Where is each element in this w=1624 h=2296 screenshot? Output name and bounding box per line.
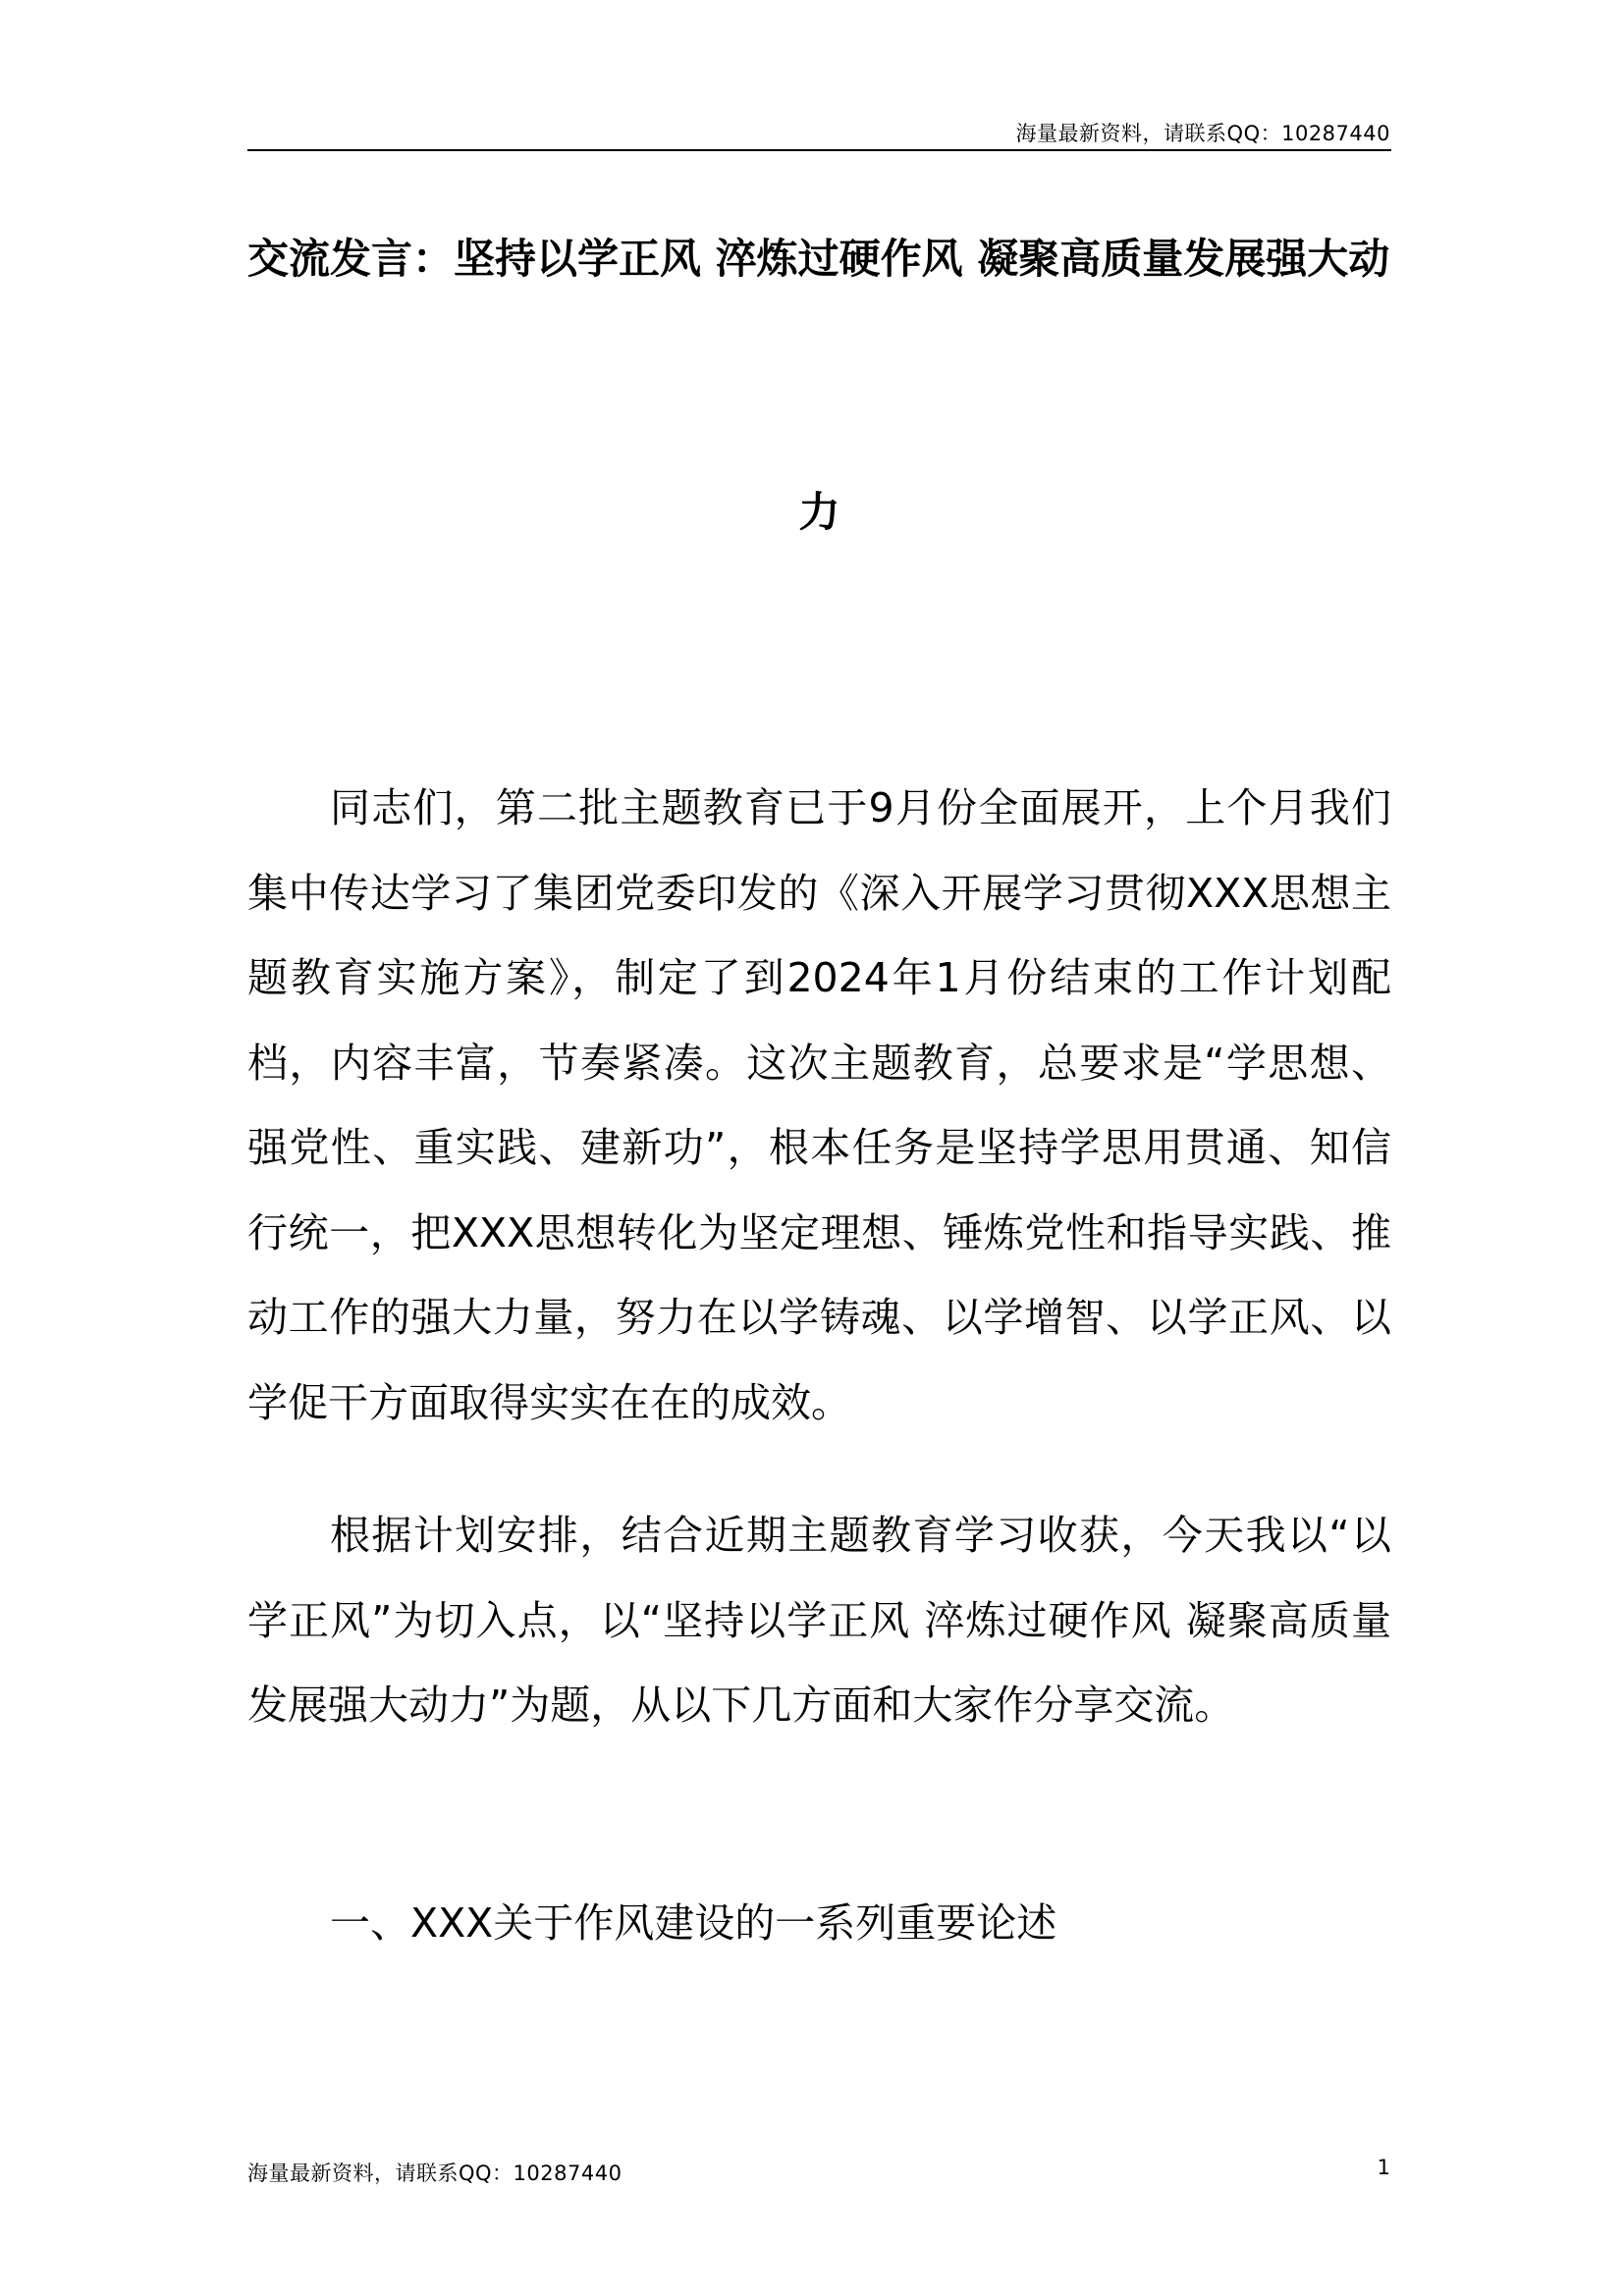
header-divider [247, 149, 1391, 151]
body-paragraph-2: 根据计划安排，结合近期主题教育学习收获，今天我以“以学正风”为切入点，以“坚持以学正风 淬炼过硬作风 凝聚高质量发展强大动力”为题，从以下几方面和大家作分享交流。 [247, 1512, 1391, 1729]
page-number: 1 [1377, 2156, 1390, 2179]
document-title-line-1: 交流发言：坚持以学正风 淬炼过硬作风 凝聚高质量发展强大动 [247, 235, 1390, 283]
page-header-text: 海量最新资料，请联系QQ：10287440 [1015, 122, 1390, 145]
body-paragraph-1: 同志们，第二批主题教育已于9月份全面展开，上个月我们集中传达学习了集团党委印发的《深入开展学习贯彻XXX思想主题教育实施方案》，制定了到2024年1月份结束的工作计划配档，内容丰富，节奏紧凑。这次主题教育，总要求是“学思想、强党性、重实践、建新功”，根本任务是坚持学思用贯通、知信行统一，把XXX思想转化为坚定理想、锤炼党性和指导实践、推动工作的强大力量，努力在以学铸魂、以学增智、以学正风、以学促干方面取得实实在在的成效。 [247, 784, 1391, 1426]
section-heading-1: 一、XXX关于作风建设的一系列重要论述 [330, 1899, 1057, 1947]
page-footer-text: 海量最新资料，请联系QQ：10287440 [247, 2162, 623, 2185]
document-title-line-2: 力 [798, 488, 840, 536]
